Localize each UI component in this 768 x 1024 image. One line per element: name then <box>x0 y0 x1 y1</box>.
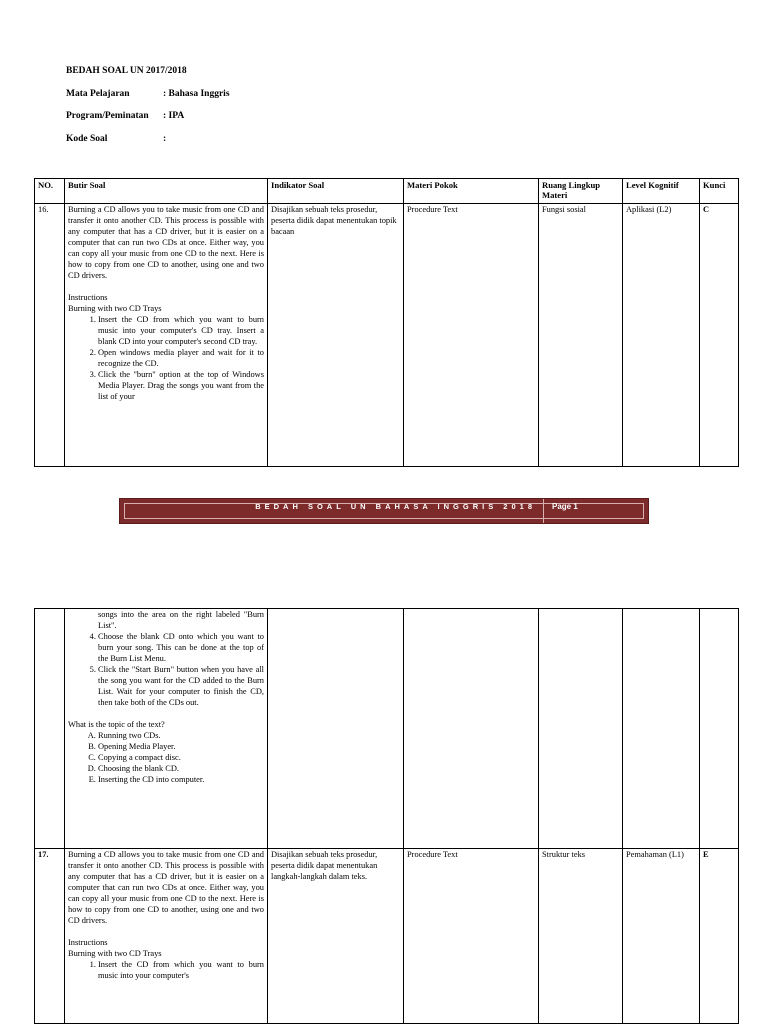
column-header: NO. <box>35 179 65 204</box>
question-number: 16. <box>35 204 65 467</box>
column-header: Materi Pokok <box>404 179 539 204</box>
answer-option: D. Choosing the blank CD. <box>98 763 264 774</box>
steps-list <box>68 609 264 708</box>
steps-list <box>68 959 264 981</box>
question-table-page1 <box>34 178 739 467</box>
question-prompt: What is the topic of the text? <box>68 720 165 729</box>
page-number: Page 1 <box>552 502 578 511</box>
answer-option: B. Opening Media Player. <box>98 741 264 752</box>
footer-title: BEDAH SOAL UN BAHASA INGGRIS 2018 <box>255 502 536 511</box>
field-value: : <box>163 134 167 144</box>
field-label: Kode Soal <box>66 134 108 144</box>
code-field <box>66 134 167 144</box>
table-row <box>35 849 739 1024</box>
list-item: 4. Choose the blank CD onto which you want to burn your song. This can be done at the top of the Burn List Menu. <box>98 631 264 664</box>
table-row <box>35 204 739 467</box>
question-table-page2 <box>34 608 739 1024</box>
material-cell: Procedure Text <box>404 204 539 467</box>
column-header: Level Kognitif <box>623 179 700 204</box>
instructions-heading: Instructions <box>68 293 108 302</box>
instructions-subheading: Burning with two CD Trays <box>68 949 162 958</box>
question-body <box>65 609 268 849</box>
column-header: Kunci <box>700 179 739 204</box>
list-item: 1. Insert the CD from which you want to burn music into your computer's <box>98 959 264 981</box>
cognitive-level-cell <box>623 609 700 849</box>
scope-cell <box>539 609 623 849</box>
question-passage: Burning a CD allows you to take music from one CD and transfer it onto another CD. This process is possible with any computer that has a CD driver, but it is easier on a computer that can run two CDs at once. Either way, you can copy all your music from one CD to the next. Here is how to copy from one CD to another, using one and two CD drivers. <box>68 850 264 925</box>
answer-option: E. Inserting the CD into computer. <box>98 774 264 785</box>
material-cell: Procedure Text <box>404 849 539 1024</box>
indicator-cell: Disajikan sebuah teks prosedur, peserta didik dapat menentukan topik bacaan <box>268 204 404 467</box>
scope-cell: Fungsi sosial <box>539 204 623 467</box>
list-item: 5. Click the "Start Burn" button when you have all the song you want for the CD added to the Burn List. Wait for your computer to finish the CD, then take both of the CDs out. <box>98 664 264 708</box>
question-passage: Burning a CD allows you to take music from one CD and transfer it onto another CD. This process is possible with any computer that has a CD driver, but it is easier on a computer that can run two CDs at once. Either way, you can copy all your music from one CD to the next. Here is how to copy from one CD to another, using one and two CD drivers. <box>68 205 264 280</box>
footer-divider <box>543 499 544 523</box>
material-cell <box>404 609 539 849</box>
subject-field <box>66 89 230 99</box>
cognitive-level-cell: Pemahaman (L1) <box>623 849 700 1024</box>
field-value: : IPA <box>163 111 185 121</box>
answer-key-cell: C <box>700 204 739 467</box>
answer-key-cell: E <box>700 849 739 1024</box>
column-header: Indikator Soal <box>268 179 404 204</box>
column-header: Butir Soal <box>65 179 268 204</box>
question-number <box>35 609 65 849</box>
answer-options <box>68 730 264 785</box>
indicator-cell <box>268 609 404 849</box>
answer-key-cell <box>700 609 739 849</box>
field-value: : Bahasa Inggris <box>163 89 230 99</box>
program-field <box>66 111 185 121</box>
question-number: 17. <box>35 849 65 1024</box>
question-body <box>65 204 268 467</box>
document-title: BEDAH SOAL UN 2017/2018 <box>66 66 187 76</box>
table-row <box>35 609 739 849</box>
instructions-heading: Instructions <box>68 938 108 947</box>
answer-option: C. Copying a compact disc. <box>98 752 264 763</box>
scope-cell: Struktur teks <box>539 849 623 1024</box>
steps-list <box>68 314 264 402</box>
field-label: Mata Pelajaran <box>66 89 130 99</box>
answer-option: A. Running two CDs. <box>98 730 264 741</box>
column-header: Ruang Lingkup Materi <box>539 179 623 204</box>
page-footer <box>119 498 649 524</box>
field-label: Program/Peminatan <box>66 111 149 121</box>
cognitive-level-cell: Aplikasi (L2) <box>623 204 700 467</box>
list-item: 3. Click the "burn" option at the top of Windows Media Player. Drag the songs you want from the list of your <box>98 369 264 402</box>
list-item: 2. Open windows media player and wait for it to recognize the CD. <box>98 347 264 369</box>
question-body <box>65 849 268 1024</box>
table-header-row <box>35 179 739 204</box>
instructions-subheading: Burning with two CD Trays <box>68 304 162 313</box>
list-item: songs into the area on the right labeled "Burn List". <box>98 610 264 630</box>
list-item: 1. Insert the CD from which you want to burn music into your computer's CD tray. Insert a blank CD into your computer's second CD tray. <box>98 314 264 347</box>
indicator-cell: Disajikan sebuah teks prosedur, peserta didik dapat menentukan langkah-langkah dalam teks. <box>268 849 404 1024</box>
